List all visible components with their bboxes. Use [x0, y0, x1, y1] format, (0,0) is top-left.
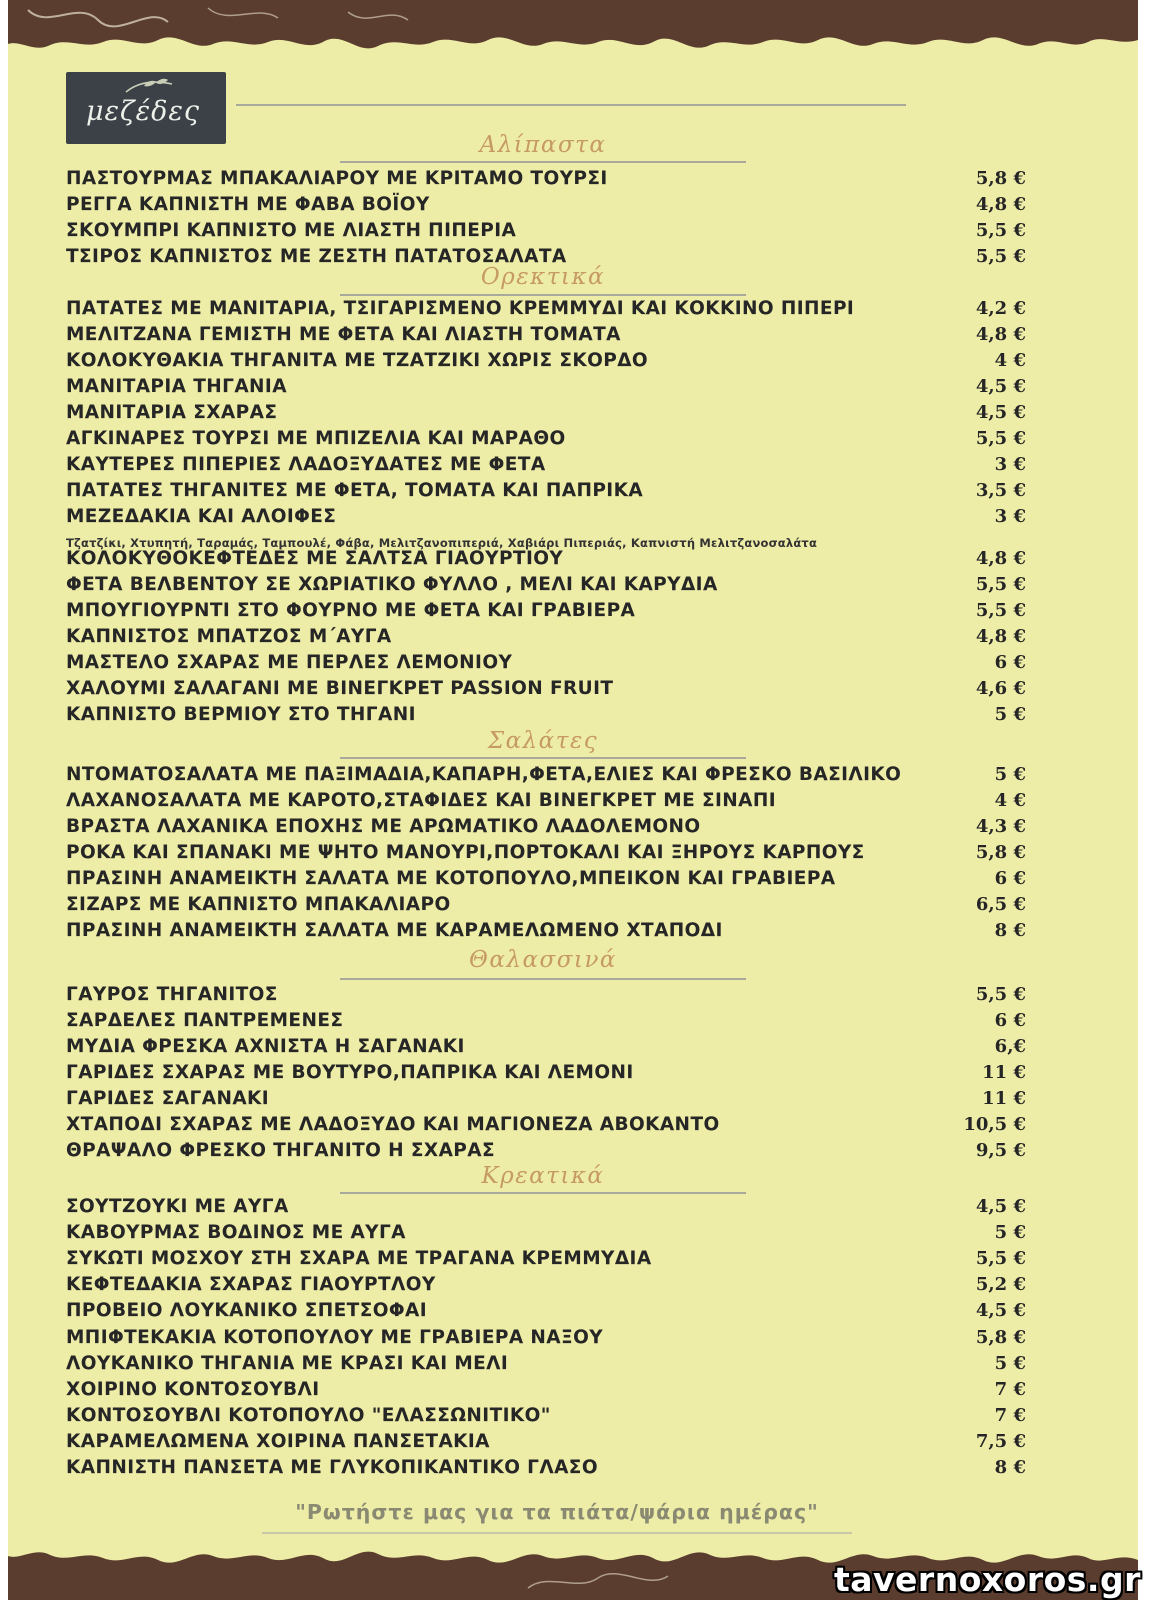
- menu-item-name: ΜΑΝΙΤΑΡΙΑ ΤΗΓΑΝΙΑ: [66, 376, 287, 397]
- menu-item: [66, 426, 1026, 452]
- meze-subtitle: Τζατζίκι, Χτυπητή, Ταραμάς, Ταμπουλέ, Φάβα, Μελιτζανοπιπεριά, Χαβιάρι Πιπεριάς, Καπνιστή Μελιτζανοσαλάτα: [66, 536, 818, 550]
- menu-item: [66, 918, 1026, 944]
- menu-item-price: 7,5 €: [975, 1430, 1026, 1452]
- logo-text: μεζέδες: [86, 96, 201, 127]
- menu-item: [66, 1194, 1026, 1220]
- menu-item-price: 5 €: [994, 764, 1026, 785]
- menu-item: [66, 1220, 1026, 1246]
- menu-item-name: ΘΡΑΨΑΛΟ ΦΡΕΣΚΟ ΤΗΓΑΝΙΤΟ Η ΣΧΑΡΑΣ: [66, 1140, 496, 1161]
- menu-item-name: ΜΠΙΦΤΕΚΑΚΙΑ ΚΟΤΟΠΟΥΛΟΥ ΜΕ ΓΡΑΒΙΕΡΑ ΝΑΞΟΥ: [66, 1326, 603, 1348]
- menu-item-price: 4,3 €: [975, 816, 1026, 837]
- menu-item: [66, 1138, 1026, 1164]
- menu-item-name: ΜΠΟΥΓΙΟΥΡΝΤΙ ΣΤΟ ΦΟΥΡΝΟ ΜΕ ΦΕΤΑ ΚΑΙ ΓΡΑΒΙΕΡΑ: [66, 600, 636, 621]
- menu-item-name: ΠΡΟΒΕΙΟ ΛΟΥΚΑΝΙΚΟ ΣΠΕΤΣΟΦΑΙ: [66, 1300, 427, 1322]
- menu-item-price: 7 €: [994, 1378, 1026, 1400]
- menu-item-price: 5,8 €: [975, 168, 1026, 189]
- menu-item-name: ΜΑΝΙΤΑΡΙΑ ΣΧΑΡΑΣ: [66, 402, 278, 423]
- menu-item: [66, 762, 1026, 788]
- section-title: Κρεατικά: [481, 1163, 605, 1189]
- menu-item: [66, 192, 1026, 218]
- menu-item-name: ΣΚΟΥΜΠΡΙ ΚΑΠΝΙΣΤΟ ΜΕ ΛΙΑΣΤΗ ΠΙΠΕΡΙΑ: [66, 220, 517, 241]
- menu-item-name: ΜΥΔΙΑ ΦΡΕΣΚΑ ΑΧΝΙΣΤΑ Η ΣΑΓΑΝΑΚΙ: [66, 1036, 465, 1057]
- menu-item-price: 4 €: [994, 790, 1026, 811]
- menu-item-name: ΣΙΖΑΡΣ ΜΕ ΚΑΠΝΙΣΤΟ ΜΠΑΚΑΛΙΑΡΟ: [66, 894, 451, 915]
- section-title: Σαλάτες: [487, 728, 599, 754]
- section-title: Θαλασσινά: [469, 947, 617, 973]
- section-title: Αλίπαστα: [479, 132, 607, 158]
- leaf-icon: [124, 78, 174, 96]
- menu-item: [66, 598, 1026, 624]
- menu-item-price: 5,5 €: [975, 984, 1026, 1005]
- menu-item-price: 5 €: [994, 1352, 1026, 1374]
- menu-item: [66, 478, 1026, 504]
- menu-item: [66, 624, 1026, 650]
- menu-item-price: 5,5 €: [975, 428, 1026, 449]
- menu-item-name: ΚΑΒΟΥΡΜΑΣ ΒΟΔΙΝΟΣ ΜΕ ΑΥΓΑ: [66, 1222, 406, 1244]
- menu-item-name: ΚΑΥΤΕΡΕΣ ΠΙΠΕΡΙΕΣ ΛΑΔΟΞΥΔΑΤΕΣ ΜΕ ΦΕΤΑ: [66, 454, 546, 475]
- menu-item: [66, 1008, 1026, 1034]
- menu-item: [66, 1086, 1026, 1112]
- menu-item-price: 6,5 €: [975, 894, 1026, 915]
- menu-item-price: 7 €: [994, 1404, 1026, 1426]
- menu-item: [66, 1351, 1026, 1377]
- menu-item: [66, 166, 1026, 192]
- menu-item-name: ΛΟΥΚΑΝΙΚΟ ΤΗΓΑΝΙΑ ΜΕ ΚΡΑΣΙ ΚΑΙ ΜΕΛΙ: [66, 1352, 509, 1374]
- menu-item-name: ΓΑΡΙΔΕΣ ΣΧΑΡΑΣ ΜΕ ΒΟΥΤΥΡΟ,ΠΑΠΡΙΚΑ ΚΑΙ ΛΕΜΟΝΙ: [66, 1062, 634, 1083]
- menu-item-price: 6 €: [994, 1010, 1026, 1031]
- section-divider: [340, 757, 746, 759]
- menu-item-name: ΡΕΓΓΑ ΚΑΠΝΙΣΤΗ ΜΕ ΦΑΒΑ ΒΟΪΟΥ: [66, 194, 430, 215]
- menu-item-name: ΚΑΡΑΜΕΛΩΜΕΝΑ ΧΟΙΡΙΝΑ ΠΑΝΣΕΤΑΚΙΑ: [66, 1430, 490, 1452]
- menu-item: [66, 1325, 1026, 1351]
- menu-item-name: ΚΑΠΝΙΣΤΗ ΠΑΝΣΕΤΑ ΜΕ ΓΛΥΚΟΠΙΚΑΝΤΙΚΟ ΓΛΑΣΟ: [66, 1457, 598, 1478]
- menu-item-price: 4,8 €: [975, 548, 1026, 569]
- menu-item: [66, 1060, 1026, 1086]
- menu-item: [66, 840, 1026, 866]
- menu-item-name: ΚΟΝΤΟΣΟΥΒΛΙ ΚΟΤΟΠΟΥΛΟ "ΕΛΑΣΣΩΝΙΤΙΚΟ": [66, 1404, 551, 1426]
- menu-item-name: ΚΑΠΝΙΣΤΟ ΒΕΡΜΙΟΥ ΣΤΟ ΤΗΓΑΝΙ: [66, 704, 416, 725]
- menu-item-name: ΠΡΑΣΙΝΗ ΑΝΑΜΕΙΚΤΗ ΣΑΛΑΤΑ ΜΕ ΚΑΡΑΜΕΛΩΜΕΝΟ ΧΤΑΠΟΔΙ: [66, 920, 723, 941]
- menu-item-name: ΚΕΦΤΕΔΑΚΙΑ ΣΧΑΡΑΣ ΓΙΑΟΥΡΤΛΟΥ: [66, 1274, 436, 1296]
- menu-item-price: 6,€: [994, 1036, 1026, 1057]
- menu-item: [66, 1403, 1026, 1429]
- menu-item-price: 8 €: [994, 1457, 1026, 1478]
- menu-item-name: ΜΕΛΙΤΖΑΝΑ ΓΕΜΙΣΤΗ ΜΕ ΦΕΤΑ ΚΑΙ ΛΙΑΣΤΗ ΤΟΜΑΤΑ: [66, 324, 621, 345]
- menu-item-price: 4,5 €: [975, 1196, 1026, 1217]
- section-divider: [340, 161, 746, 163]
- menu-item-name: ΛΑΧΑΝΟΣΑΛΑΤΑ ΜΕ ΚΑΡΟΤΟ,ΣΤΑΦΙΔΕΣ ΚΑΙ ΒΙΝΕΓΚΡΕΤ ΜΕ ΣΙΝΑΠΙ: [66, 790, 777, 811]
- menu-item-price: 5,8 €: [975, 1326, 1026, 1348]
- menu-item: [66, 982, 1026, 1008]
- menu-item-name: ΓΑΡΙΔΕΣ ΣΑΓΑΝΑΚΙ: [66, 1088, 270, 1109]
- menu-item-price: 4,2 €: [975, 298, 1026, 319]
- menu-item-price: 4,8 €: [975, 324, 1026, 345]
- menu-item-name: ΚΟΛΟΚΥΘΑΚΙΑ ΤΗΓΑΝΙΤΑ ΜΕ ΤΖΑΤΖΙΚΙ ΧΩΡΙΣ ΣΚΟΡΔΟ: [66, 350, 649, 371]
- footer-divider: [262, 1532, 852, 1534]
- menu-item-name: ΠΑΤΑΤΕΣ ΜΕ ΜΑΝΙΤΑΡΙΑ, ΤΣΙΓΑΡΙΣΜΕΝΟ ΚΡΕΜΜΥΔΙ ΚΑΙ ΚΟΚΚΙΝΟ ΠΙΠΕΡΙ: [66, 298, 855, 319]
- menu-item: [66, 572, 1026, 598]
- menu-item-price: 5 €: [994, 704, 1026, 725]
- menu-item: [66, 892, 1026, 918]
- menu-item: [66, 452, 1026, 478]
- menu-item-name: ΧΤΑΠΟΔΙ ΣΧΑΡΑΣ ΜΕ ΛΑΔΟΞΥΔΟ ΚΑΙ ΜΑΓΙΟΝΕΖΑ ΑΒΟΚΑΝΤΟ: [66, 1114, 720, 1135]
- menu-item: [66, 1298, 1026, 1324]
- menu-item-name: ΝΤΟΜΑΤΟΣΑΛΑΤΑ ΜΕ ΠΑΞΙΜΑΔΙΑ,ΚΑΠΑΡΗ,ΦΕΤΑ,ΕΛΙΕΣ ΚΑΙ ΦΡΕΣΚΟ ΒΑΣΙΛΙΚΟ: [66, 764, 902, 785]
- menu-item: [66, 788, 1026, 814]
- menu-item: [66, 676, 1026, 702]
- menu-item: [66, 866, 1026, 892]
- menu-item-price: 8 €: [994, 920, 1026, 941]
- header-divider: [236, 104, 906, 106]
- menu-item: [66, 296, 1026, 322]
- menu-item-name: ΜΑΣΤΕΛΟ ΣΧΑΡΑΣ ΜΕ ΠΕΡΛΕΣ ΛΕΜΟΝΙΟΥ: [66, 652, 513, 673]
- menu-item-price: 4 €: [994, 350, 1026, 371]
- menu-item-price: 3 €: [994, 454, 1026, 475]
- menu-item-price: 5,5 €: [975, 246, 1026, 267]
- menu-item-price: 4,6 €: [975, 678, 1026, 699]
- menu-item-price: 9,5 €: [975, 1140, 1026, 1161]
- top-decorative-border: [8, 0, 1138, 58]
- menu-item: [66, 702, 1026, 728]
- menu-item-price: 4,8 €: [975, 194, 1026, 215]
- menu-item: [66, 1246, 1026, 1272]
- menu-item-name: ΠΑΤΑΤΕΣ ΤΗΓΑΝΙΤΕΣ ΜΕ ΦΕΤΑ, ΤΟΜΑΤΑ ΚΑΙ ΠΑΠΡΙΚΑ: [66, 480, 644, 501]
- menu-item-name: ΑΓΚΙΝΑΡΕΣ ΤΟΥΡΣΙ ΜΕ ΜΠΙΖΕΛΙΑ ΚΑΙ ΜΑΡΑΘΟ: [66, 428, 566, 449]
- menu-item-price: 11 €: [982, 1062, 1026, 1083]
- menu-item-name: ΣΑΡΔΕΛΕΣ ΠΑΝΤΡΕΜΕΝΕΣ: [66, 1010, 344, 1031]
- menu-item: [66, 348, 1026, 374]
- menu-item-price: 10,5 €: [963, 1114, 1026, 1135]
- menu-item-name: ΤΣΙΡΟΣ ΚΑΠΝΙΣΤΟΣ ΜΕ ΖΕΣΤΗ ΠΑΤΑΤΟΣΑΛΑΤΑ: [66, 246, 567, 267]
- logo-badge: [66, 72, 226, 144]
- menu-item-price: 5,8 €: [975, 842, 1026, 863]
- menu-item: [66, 400, 1026, 426]
- section-divider: [340, 978, 746, 980]
- menu-item: [66, 1272, 1026, 1298]
- menu-item-price: 5,2 €: [975, 1274, 1026, 1296]
- menu-item-name: ΚΟΛΟΚΥΘΟΚΕΦΤΕΔΕΣ ΜΕ ΣΑΛΤΣΑ ΓΙΑΟΥΡΤΙΟΥ: [66, 548, 564, 569]
- menu-item: [66, 1429, 1026, 1455]
- menu-item-price: 6 €: [994, 868, 1026, 889]
- menu-item-price: 4,5 €: [975, 1300, 1026, 1322]
- menu-item-price: 5,5 €: [975, 1248, 1026, 1270]
- menu-item-price: 4,5 €: [975, 376, 1026, 397]
- menu-item-name: ΧΑΛΟΥΜΙ ΣΑΛΑΓΑΝΙ ΜΕ ΒΙΝΕΓΚΡΕΤ PASSION FRUIT: [66, 678, 614, 699]
- menu-item-name: ΓΑΥΡΟΣ ΤΗΓΑΝΙΤΟΣ: [66, 984, 278, 1005]
- daily-dishes-note: "Ρωτήστε μας για τα πιάτα/ψάρια ημέρας": [295, 1500, 819, 1524]
- menu-item-price: 4,5 €: [975, 402, 1026, 423]
- menu-item-name: ΒΡΑΣΤΑ ΛΑΧΑΝΙΚΑ ΕΠΟΧΗΣ ΜΕ ΑΡΩΜΑΤΙΚΟ ΛΑΔΟΛΕΜΟΝΟ: [66, 816, 701, 837]
- menu-item-price: 5,5 €: [975, 600, 1026, 621]
- menu-item-price: 5 €: [994, 1222, 1026, 1244]
- menu-item: [66, 1377, 1026, 1403]
- menu-item-name: ΠΑΣΤΟΥΡΜΑΣ ΜΠΑΚΑΛΙΑΡΟΥ ΜΕ ΚΡΙΤΑΜΟ ΤΟΥΡΣΙ: [66, 168, 608, 189]
- section-title: Ορεκτικά: [480, 264, 606, 290]
- menu-item-price: 11 €: [982, 1088, 1026, 1109]
- menu-item-price: 4,8 €: [975, 626, 1026, 647]
- menu-item: [66, 1112, 1026, 1138]
- menu-item: [66, 218, 1026, 244]
- menu-item-name: ΦΕΤΑ ΒΕΛΒΕΝΤΟΥ ΣΕ ΧΩΡΙΑΤΙΚΟ ΦΥΛΛΟ , ΜΕΛΙ ΚΑΙ ΚΑΡΥΔΙΑ: [66, 574, 718, 595]
- menu-item: [66, 504, 1026, 530]
- menu-item-price: 3,5 €: [975, 480, 1026, 501]
- menu-item-name: ΣΟΥΤΖΟΥΚΙ ΜΕ ΑΥΓΑ: [66, 1196, 289, 1217]
- menu-item: [66, 322, 1026, 348]
- menu-item-price: 5,5 €: [975, 574, 1026, 595]
- menu-item-price: 6 €: [994, 652, 1026, 673]
- menu-item-name: ΜΕΖΕΔΑΚΙΑ ΚΑΙ ΑΛΟΙΦΕΣ: [66, 506, 337, 527]
- menu-item-name: ΠΡΑΣΙΝΗ ΑΝΑΜΕΙΚΤΗ ΣΑΛΑΤΑ ΜΕ ΚΟΤΟΠΟΥΛΟ,ΜΠΕΙΚΟΝ ΚΑΙ ΓΡΑΒΙΕΡΑ: [66, 868, 836, 889]
- menu-item-name: ΡΟΚΑ ΚΑΙ ΣΠΑΝΑΚΙ ΜΕ ΨΗΤΟ ΜΑΝΟΥΡΙ,ΠΟΡΤΟΚΑΛΙ ΚΑΙ ΞΗΡΟΥΣ ΚΑΡΠΟΥΣ: [66, 842, 865, 863]
- menu-item: [66, 650, 1026, 676]
- menu-item: [66, 1034, 1026, 1060]
- menu-item-name: ΚΑΠΝΙΣΤΟΣ ΜΠΑΤΖΟΣ Μ΄ΑΥΓΑ: [66, 626, 392, 647]
- menu-item: [66, 374, 1026, 400]
- site-watermark: tavernoxoros.gr: [834, 1560, 1141, 1599]
- menu-item-name: ΧΟΙΡΙΝΟ ΚΟΝΤΟΣΟΥΒΛΙ: [66, 1378, 320, 1400]
- menu-item-price: 3 €: [994, 506, 1026, 527]
- menu-item-price: 5,5 €: [975, 220, 1026, 241]
- menu-item: [66, 1455, 1026, 1481]
- menu-item-name: ΣΥΚΩΤΙ ΜΟΣΧΟΥ ΣΤΗ ΣΧΑΡΑ ΜΕ ΤΡΑΓΑΝΑ ΚΡΕΜΜΥΔΙΑ: [66, 1248, 652, 1270]
- menu-item: [66, 814, 1026, 840]
